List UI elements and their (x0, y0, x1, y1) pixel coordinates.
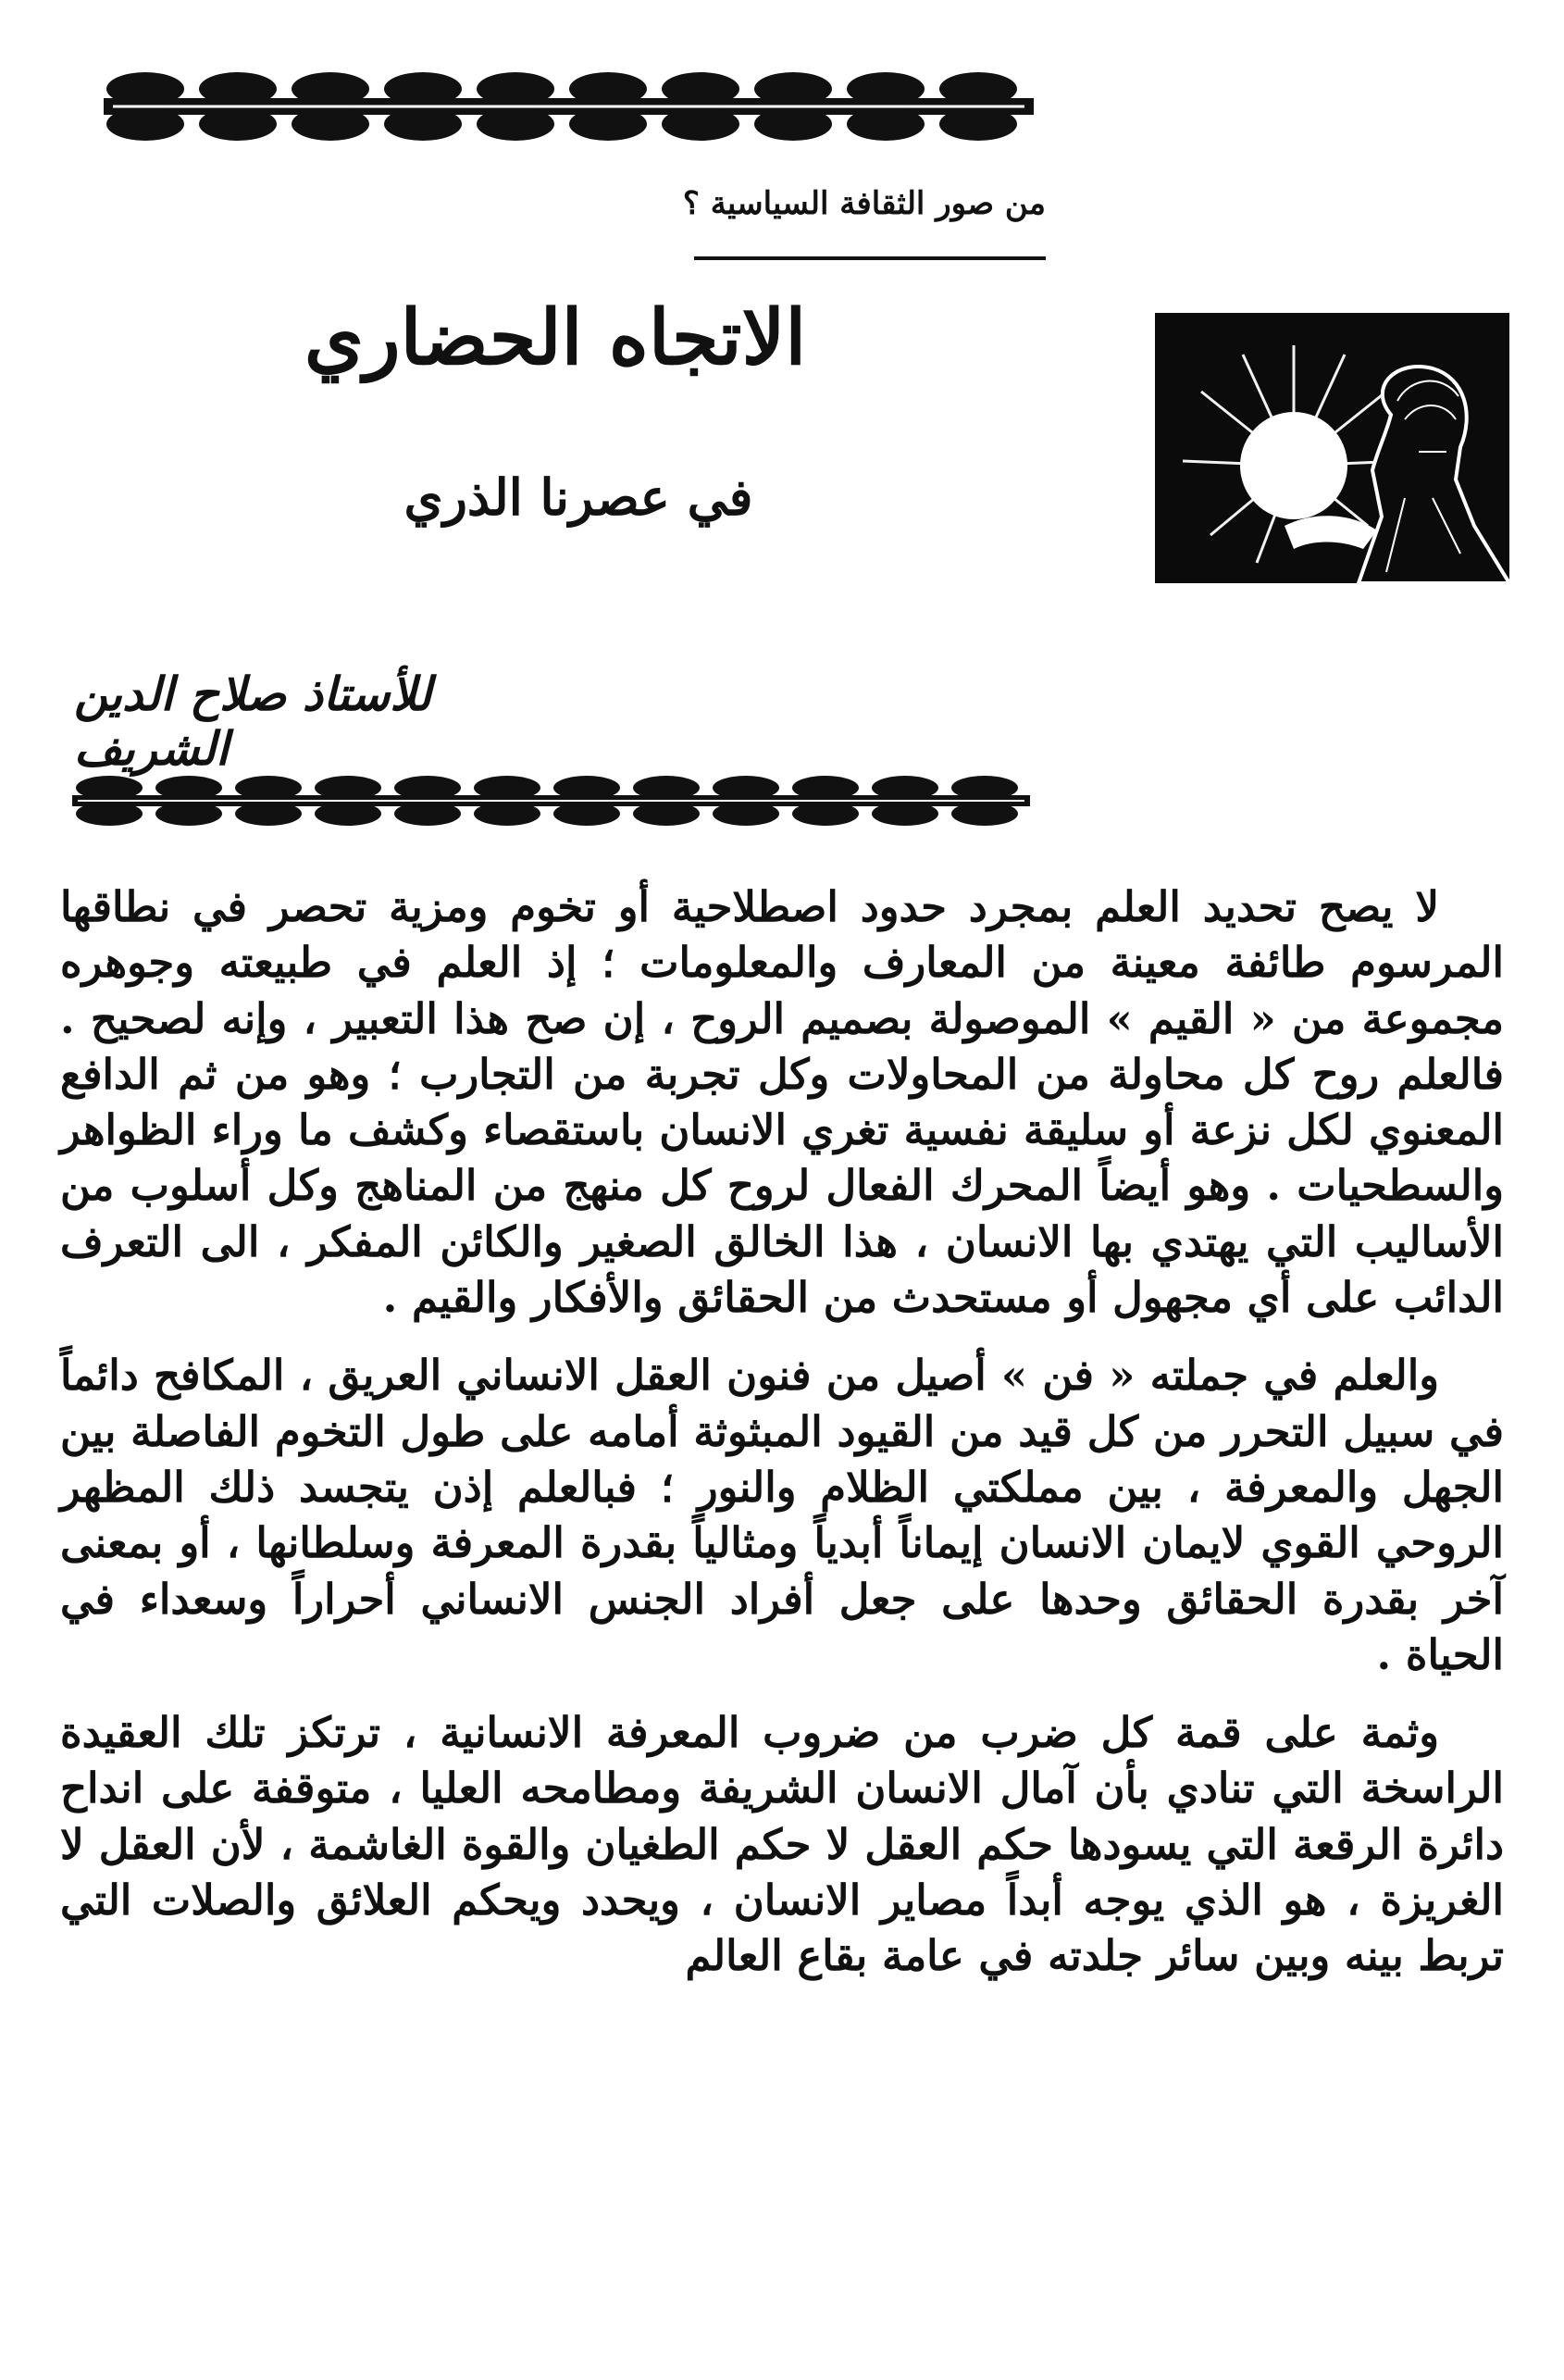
article-title: الاتجاه الحضاري (304, 293, 807, 382)
glowing-sun-and-man-illustration-icon (1155, 313, 1509, 583)
series-underline (694, 256, 1046, 260)
article-body (60, 879, 1504, 2007)
paragraph-1: لا يصح تحديد العلم بمجرد حدود اصطلاحية أو تخوم ومزية تحصر في نطاقها المرسوم طائفة معينة من المعارف والمعلومات ؛ إذ العلم في طبيعته وجوهره مجموعة من « القيم » الموصولة بصميم الروح ، إن صح هذا التعبير ، وإنه لصحيح . فالعلم روح كل محاولة من المحاولات وكل تجربة من التجارب ؛ وهو من ثم الدافع المعنوي لكل نزعة أو سليقة نفسية تغري الانسان باستقصاء وكشف ما وراء الظواهر والسطحيات . وهو أيضاً المحرك الفعال لروح كل منهج من المناهج وكل أسلوب من الأساليب التي يهتدي بها الانسان ، هذا الخالق الصغير والكائن المفكر ، الى التعرف الدائب على أي مجهول أو مستحدث من الحقائق والأفكار والقيم . (60, 882, 1504, 1323)
article-subtitle: في عصرنا الذري (403, 467, 753, 527)
paragraph-2: والعلم في جملته « فن » أصيل من فنون العقل الانساني العريق ، المكافح دائماً في سبيل التحرر من كل قيد من القيود المبثوثة أمامه على طول التخوم الفاصلة بين الجهل والمعرفة ، بين مملكتي الظلام والنور ؛ فبالعلم إذن يتجسد ذلك المظهر الروحي القوي لايمان الانسان إيماناً أبدياً ومثالياً بقدرة المعرفة وسلطانها ، أو بمعنى آخر بقدرة الحقائق وحدها على جعل أفراد الجنس الانساني أحراراً وسعداء في الحياة . (60, 1351, 1504, 1679)
author-byline: للأستاذ صلاح الدين الشريف (74, 667, 432, 776)
top-ornament-band (104, 65, 1034, 148)
top-ornament-graphic (104, 65, 1034, 148)
paragraph-3: وثمة على قمة كل ضرب من ضروب المعرفة الانسانية ، ترتكز تلك العقيدة الراسخة التي تنادي بأن آمال الانسان الشريفة ومطامحه العليا ، متوقفة على انداح دائرة الرقعة التي يسودها حكم العقل لا حكم الطغيان والقوة الغاشمة ، لأن العقل لا الغريزة ، هو الذي يوجه أبداً مصاير الانسان ، ويحدد ويحكم العلائق والصلات التي تربط بينه وبين سائر جلدته في عامة بقاع العالم (60, 1708, 1504, 1981)
middle-ornament-band (72, 771, 1030, 830)
series-label: من صور الثقافة السياسية ؟ (682, 185, 1046, 222)
middle-ornament-graphic (72, 771, 1030, 830)
illustration-figure (1155, 313, 1509, 583)
